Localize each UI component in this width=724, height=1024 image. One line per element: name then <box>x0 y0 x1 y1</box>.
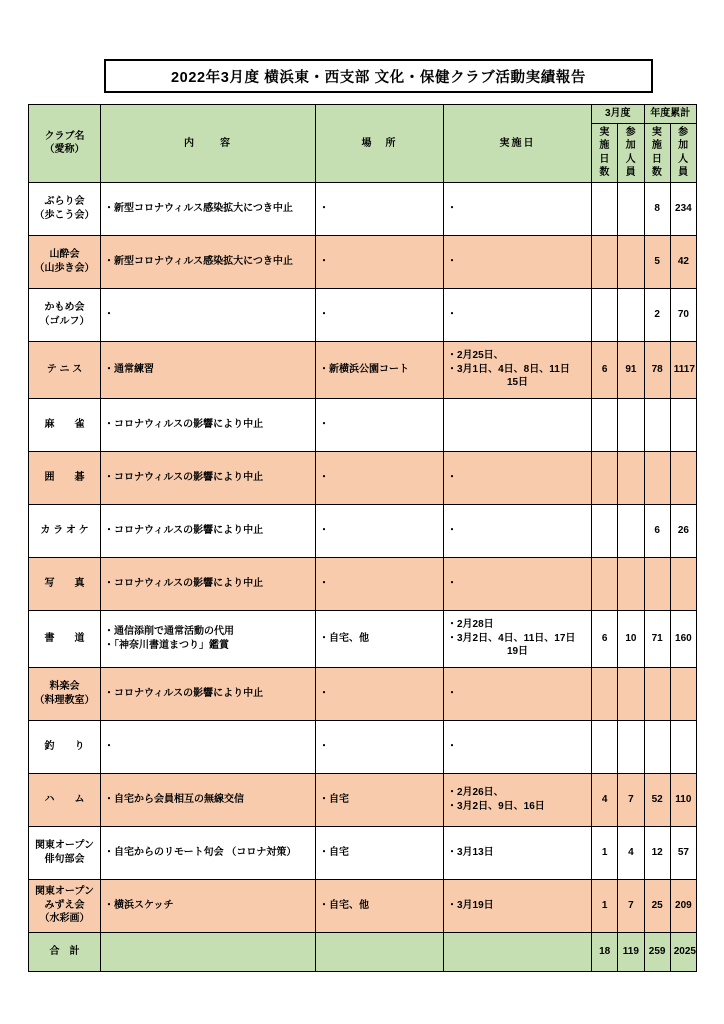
row-club-line1: テ ニ ス <box>46 363 83 375</box>
row-club-line2: （料理教室） <box>34 694 95 706</box>
header-month-days-l2: 日数 <box>599 153 610 178</box>
total-year-people: 2025 <box>670 932 696 971</box>
row-club-line1: ぶらり会 <box>44 196 85 207</box>
row-date: ・ <box>444 557 592 610</box>
row-date <box>444 398 592 451</box>
row-content: ・通常練習 <box>101 341 316 398</box>
row-club <box>29 341 101 398</box>
header-year-days-l2: 日数 <box>651 153 663 178</box>
row-month-days: 4 <box>592 773 618 826</box>
row-date: ・ <box>444 504 592 557</box>
header-month-people-l1: 参加 <box>625 126 637 151</box>
row-date: ・ <box>444 235 592 288</box>
row-month-people: 7 <box>618 773 644 826</box>
table-row <box>29 341 697 398</box>
row-year-days <box>644 398 670 451</box>
row-club <box>29 773 101 826</box>
row-club <box>29 720 101 773</box>
row-content-line1: ・通信添削で通常活動の代用 <box>104 626 234 637</box>
header-date: 実施日 <box>444 105 592 183</box>
row-month-days <box>592 504 618 557</box>
header-month-days-l1: 実施 <box>599 126 610 151</box>
header-month-people-l2: 人員 <box>625 153 637 178</box>
row-content: ・ <box>101 720 316 773</box>
total-date <box>444 932 592 971</box>
row-club <box>29 504 101 557</box>
row-month-days <box>592 398 618 451</box>
row-date-line3: 19日 <box>506 646 529 658</box>
row-date: ・ <box>444 288 592 341</box>
row-club-line2: （山歩き会） <box>34 262 95 274</box>
row-month-people <box>618 288 644 341</box>
table-body <box>29 182 697 971</box>
row-month-people: 7 <box>618 879 644 932</box>
row-club <box>29 826 101 879</box>
row-place: ・ <box>316 451 444 504</box>
row-year-days <box>644 720 670 773</box>
row-place: ・ <box>316 557 444 610</box>
row-year-days: 78 <box>644 341 670 398</box>
total-year-days: 259 <box>644 932 670 971</box>
table-row <box>29 557 697 610</box>
row-place: ・ <box>316 398 444 451</box>
row-content: ・自宅からのリモート句会 （コロナ対策） <box>101 826 316 879</box>
row-club-line1: 釣 り <box>44 740 85 752</box>
row-date <box>444 610 592 667</box>
row-place: ・ <box>316 288 444 341</box>
row-date <box>444 341 592 398</box>
row-content: ・コロナウィルスの影響により中止 <box>101 557 316 610</box>
row-month-days <box>592 235 618 288</box>
row-club <box>29 667 101 720</box>
row-date-line1: ・2月28日 <box>447 619 494 631</box>
row-year-days <box>644 451 670 504</box>
row-content: ・新型コロナウィルス感染拡大につき中止 <box>101 235 316 288</box>
row-club <box>29 288 101 341</box>
row-date-line2: ・3月2日、9日、16日 <box>447 800 545 812</box>
table-row <box>29 667 697 720</box>
table-row <box>29 398 697 451</box>
row-month-days: 1 <box>592 826 618 879</box>
table-row <box>29 610 697 667</box>
total-month-people: 119 <box>618 932 644 971</box>
header-month-group: 3月度 <box>592 105 645 124</box>
row-club-line1: 書 道 <box>44 632 85 644</box>
row-club <box>29 879 101 932</box>
row-year-people <box>670 557 696 610</box>
row-club-line2: 俳句部会 <box>44 853 85 865</box>
total-content <box>101 932 316 971</box>
row-content: ・ <box>101 288 316 341</box>
row-date <box>444 773 592 826</box>
row-year-people: 57 <box>670 826 696 879</box>
row-date-line1: ・2月25日、 <box>447 350 504 362</box>
row-year-days: 2 <box>644 288 670 341</box>
row-place: ・ <box>316 235 444 288</box>
header-year-days-l1: 実施 <box>651 126 663 151</box>
table-row <box>29 826 697 879</box>
row-year-people: 234 <box>670 182 696 235</box>
row-year-people <box>670 451 696 504</box>
row-month-people <box>618 557 644 610</box>
row-content: ・コロナウィルスの影響により中止 <box>101 398 316 451</box>
header-club-line2: （愛称） <box>44 144 85 156</box>
row-club-line2: （ゴルフ） <box>39 315 90 327</box>
header-row-1 <box>29 105 697 124</box>
row-club-line1: カ ラ オ ケ <box>40 524 89 536</box>
table-row <box>29 773 697 826</box>
header-year-people-l2: 人員 <box>678 153 689 178</box>
row-month-days <box>592 667 618 720</box>
row-content: ・自宅から会員相互の無線交信 <box>101 773 316 826</box>
table-row <box>29 451 697 504</box>
row-month-days <box>592 288 618 341</box>
row-year-people: 160 <box>670 610 696 667</box>
table-row <box>29 235 697 288</box>
row-month-people <box>618 667 644 720</box>
row-club <box>29 451 101 504</box>
row-place: ・自宅、他 <box>316 879 444 932</box>
row-year-days: 25 <box>644 879 670 932</box>
row-club-line1: 麻 雀 <box>44 418 85 430</box>
row-place: ・自宅、他 <box>316 610 444 667</box>
row-club <box>29 182 101 235</box>
table-row <box>29 720 697 773</box>
header-year-people-l1: 参加 <box>678 126 689 151</box>
row-club-line1: かもめ会 <box>44 302 85 313</box>
table-row <box>29 879 697 932</box>
row-year-days <box>644 667 670 720</box>
header-place: 場 所 <box>316 105 444 183</box>
row-club-line1: 写 真 <box>44 577 85 589</box>
row-place: ・ <box>316 182 444 235</box>
row-content: ・新型コロナウィルス感染拡大につき中止 <box>101 182 316 235</box>
row-month-people: 4 <box>618 826 644 879</box>
header-month-people <box>618 123 644 182</box>
row-club-line3: （水彩画） <box>39 913 90 925</box>
row-year-days: 12 <box>644 826 670 879</box>
total-label: 合 計 <box>29 932 101 971</box>
row-year-days: 8 <box>644 182 670 235</box>
table-row <box>29 182 697 235</box>
row-club-line2: みずえ会 <box>44 899 85 911</box>
row-club <box>29 235 101 288</box>
header-club-line1: クラブ名 <box>44 130 85 142</box>
header-year-days <box>644 123 670 182</box>
row-content: ・コロナウィルスの影響により中止 <box>101 667 316 720</box>
row-month-people <box>618 235 644 288</box>
header-club <box>29 105 101 183</box>
report-title-box <box>104 59 653 93</box>
row-year-people: 26 <box>670 504 696 557</box>
header-month-days <box>592 123 618 182</box>
row-year-people: 1117 <box>670 341 696 398</box>
row-date-line2: ・3月1日、4日、8日、11日 <box>447 363 570 375</box>
row-year-people: 110 <box>670 773 696 826</box>
row-year-days: 6 <box>644 504 670 557</box>
row-year-days: 71 <box>644 610 670 667</box>
row-date: ・ <box>444 667 592 720</box>
page-title: 2022年3月度 横浜東・西支部 文化・保健クラブ活動実績報告 <box>171 69 586 86</box>
row-place: ・ <box>316 504 444 557</box>
row-year-days: 52 <box>644 773 670 826</box>
row-year-people: 70 <box>670 288 696 341</box>
row-place: ・自宅 <box>316 773 444 826</box>
row-content: ・コロナウィルスの影響により中止 <box>101 451 316 504</box>
row-month-people <box>618 451 644 504</box>
row-month-people <box>618 182 644 235</box>
row-content: ・コロナウィルスの影響により中止 <box>101 504 316 557</box>
row-place: ・ <box>316 667 444 720</box>
row-date-line3: 15日 <box>506 377 529 389</box>
row-club-line2: （歩こう会） <box>34 209 95 221</box>
row-month-days: 1 <box>592 879 618 932</box>
row-month-people: 91 <box>618 341 644 398</box>
row-month-days: 6 <box>592 610 618 667</box>
row-date-line2: ・3月2日、4日、11日、17日 <box>447 632 576 644</box>
row-year-days: 5 <box>644 235 670 288</box>
row-place: ・新横浜公園コート <box>316 341 444 398</box>
activity-report-table <box>28 104 697 972</box>
table-row <box>29 504 697 557</box>
table-row <box>29 288 697 341</box>
row-date: ・ <box>444 720 592 773</box>
row-year-people: 42 <box>670 235 696 288</box>
row-club-line1: 山酔会 <box>49 249 80 260</box>
row-club <box>29 610 101 667</box>
row-club <box>29 398 101 451</box>
row-year-people: 209 <box>670 879 696 932</box>
row-month-people <box>618 398 644 451</box>
row-month-days <box>592 557 618 610</box>
header-year-group: 年度累計 <box>644 105 697 124</box>
row-club-line1: 料楽会 <box>49 681 80 692</box>
row-month-people <box>618 720 644 773</box>
row-content <box>101 610 316 667</box>
row-month-days: 6 <box>592 341 618 398</box>
row-club <box>29 557 101 610</box>
total-month-days: 18 <box>592 932 618 971</box>
row-place: ・ <box>316 720 444 773</box>
row-date: ・ <box>444 451 592 504</box>
row-content: ・横浜スケッチ <box>101 879 316 932</box>
table-total-row <box>29 932 697 971</box>
row-content-line2: ・「神奈川書道まつり」鑑賞 <box>104 639 229 651</box>
header-content: 内 容 <box>101 105 316 183</box>
row-year-people <box>670 398 696 451</box>
row-month-days <box>592 720 618 773</box>
row-month-days <box>592 451 618 504</box>
row-year-people <box>670 720 696 773</box>
row-date: ・3月19日 <box>444 879 592 932</box>
row-date: ・ <box>444 182 592 235</box>
row-month-people: 10 <box>618 610 644 667</box>
row-date-line1: ・2月26日、 <box>447 787 504 798</box>
total-place <box>316 932 444 971</box>
row-club-line1: ハ ム <box>44 793 85 805</box>
row-club-line1: 関東オープン <box>34 840 95 851</box>
row-year-days <box>644 557 670 610</box>
row-month-people <box>618 504 644 557</box>
table-header <box>29 105 697 183</box>
row-club-line1: 関東オープン <box>34 886 95 898</box>
row-year-people <box>670 667 696 720</box>
row-date: ・3月13日 <box>444 826 592 879</box>
row-place: ・自宅 <box>316 826 444 879</box>
header-year-people <box>670 123 696 182</box>
row-club-line1: 囲 碁 <box>44 471 85 483</box>
row-month-days <box>592 182 618 235</box>
